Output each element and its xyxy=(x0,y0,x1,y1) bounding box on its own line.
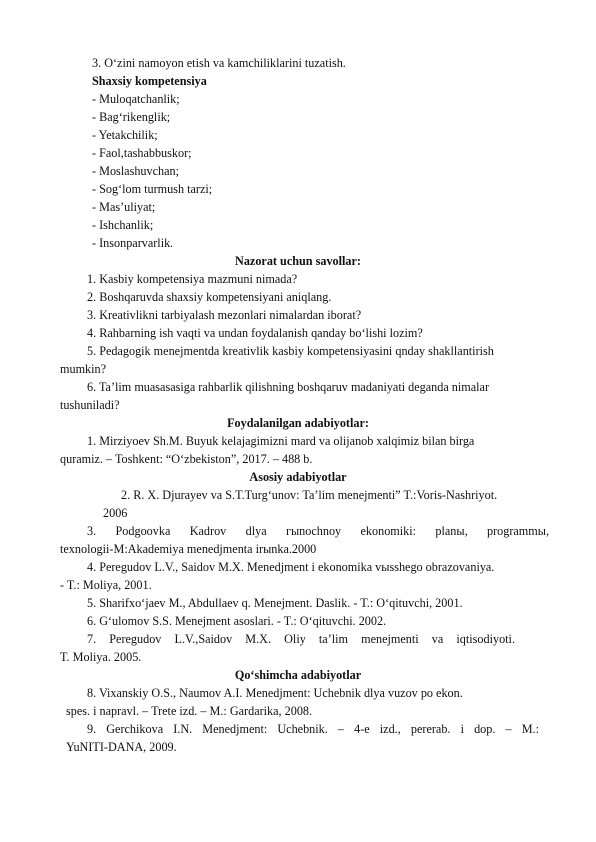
control-question: 1. Kasbiy kompetensiya mazmuni nimada? xyxy=(87,272,298,286)
section-heading-qoshimcha: Qo‘shimcha adabiyotlar xyxy=(234,668,362,682)
reference-item: 5. Sharifxo‘jaev M., Abdullaev q. Menejment. Daslik. - T.: O‘qituvchi, 2001. xyxy=(87,596,463,610)
intro-list-item: 3. O‘zini namoyon etish va kamchiliklarini tuzatish. xyxy=(92,56,346,70)
competence-item: - Faol,tashabbuskor; xyxy=(92,146,192,160)
competence-item: - Insonparvarlik. xyxy=(92,236,174,250)
reference-item: 6. G‘ulomov S.S. Menejment asoslari. - T.: O‘qituvchi. 2002. xyxy=(87,614,387,628)
control-question: 4. Rahbarning ish vaqti va undan foydalanish qanday bo‘lishi lozim? xyxy=(87,326,423,340)
competence-item: - Muloqatchanlik; xyxy=(92,92,180,106)
competence-item: - Bag‘rikenglik; xyxy=(92,110,171,124)
reference-item: 2. R. X. Djurayev va S.T.Turg‘unov: Ta’lim menejmenti” T.:Voris-Nashriyot. xyxy=(121,488,498,502)
reference-item: 1. Mirziyoev Sh.M. Buyuk kelajagimizni mard va olijanob xalqimiz bilan birga xyxy=(87,434,475,448)
competence-item: - Mas’uliyat; xyxy=(92,200,156,214)
competence-item: - Yetakchilik; xyxy=(92,128,158,142)
reference-continuation: spes. i napravl. – Trete izd. – M.: Gardarika, 2008. xyxy=(66,704,313,718)
reference-continuation: quramiz. – Toshkent: “O‘zbekiston”, 2017. – 488 b. xyxy=(60,452,313,466)
reference-continuation: - T.: Moliya, 2001. xyxy=(60,578,152,592)
competence-item: - Sog‘lom turmush tarzi; xyxy=(92,182,213,196)
reference-item: 9. Gerchikova I.N. Menedjment: Uchebnik. – 4-e izd., pererab. i dop. – M.: xyxy=(87,722,539,736)
control-question: 6. Ta’lim muasasasiga rahbarlik qilishning boshqaruv madaniyati deganda nimalar xyxy=(87,380,490,394)
reference-continuation: 2006 xyxy=(103,506,128,520)
section-heading-nazorat: Nazorat uchun savollar: xyxy=(235,254,361,268)
control-question: 5. Pedagogik menejmentda kreativlik kasbiy kompetensiyasini qnday shakllantirish xyxy=(87,344,494,358)
reference-continuation: T. Moliya. 2005. xyxy=(60,650,142,664)
control-question: 3. Kreativlikni tarbiyalash mezonlari nimalardan iborat? xyxy=(87,308,362,322)
competence-item: - Ishchanlik; xyxy=(92,218,154,232)
competence-item: - Moslashuvchan; xyxy=(92,164,179,178)
control-question: 2. Boshqaruvda shaxsiy kompetensiyani aniqlang. xyxy=(87,290,332,304)
reference-continuation: texnologii-M:Akademiya menedjmenta irыnka.2000 xyxy=(60,542,317,556)
reference-item: 3. Podgoovka Kadrov dlya гыnochnoy ekonomiki: planы, programmы, xyxy=(87,524,549,538)
section-heading-foydalanilgan: Foydalanilgan adabiyotlar: xyxy=(227,416,369,430)
reference-item: 7. Peregudov L.V.,Saidov M.X. Oliy ta’lim menejmenti va iqtisodiyoti. xyxy=(87,632,515,646)
reference-continuation: YuNITI-DANA, 2009. xyxy=(66,740,177,754)
reference-item: 8. Vixanskiy O.S., Naumov A.I. Menedjment: Uchebnik dlya vuzov po ekon. xyxy=(87,686,463,700)
control-question-continuation: tushuniladi? xyxy=(60,398,120,412)
section-heading-shaxsiy: Shaxsiy kompetensiya xyxy=(92,74,207,88)
reference-item: 4. Peregudov L.V., Saidov M.X. Menedjment i ekonomika vыsshego obrazovaniya. xyxy=(87,560,495,574)
control-question-continuation: mumkin? xyxy=(60,362,107,376)
section-heading-asosiy: Asosiy adabiyotlar xyxy=(249,470,347,484)
